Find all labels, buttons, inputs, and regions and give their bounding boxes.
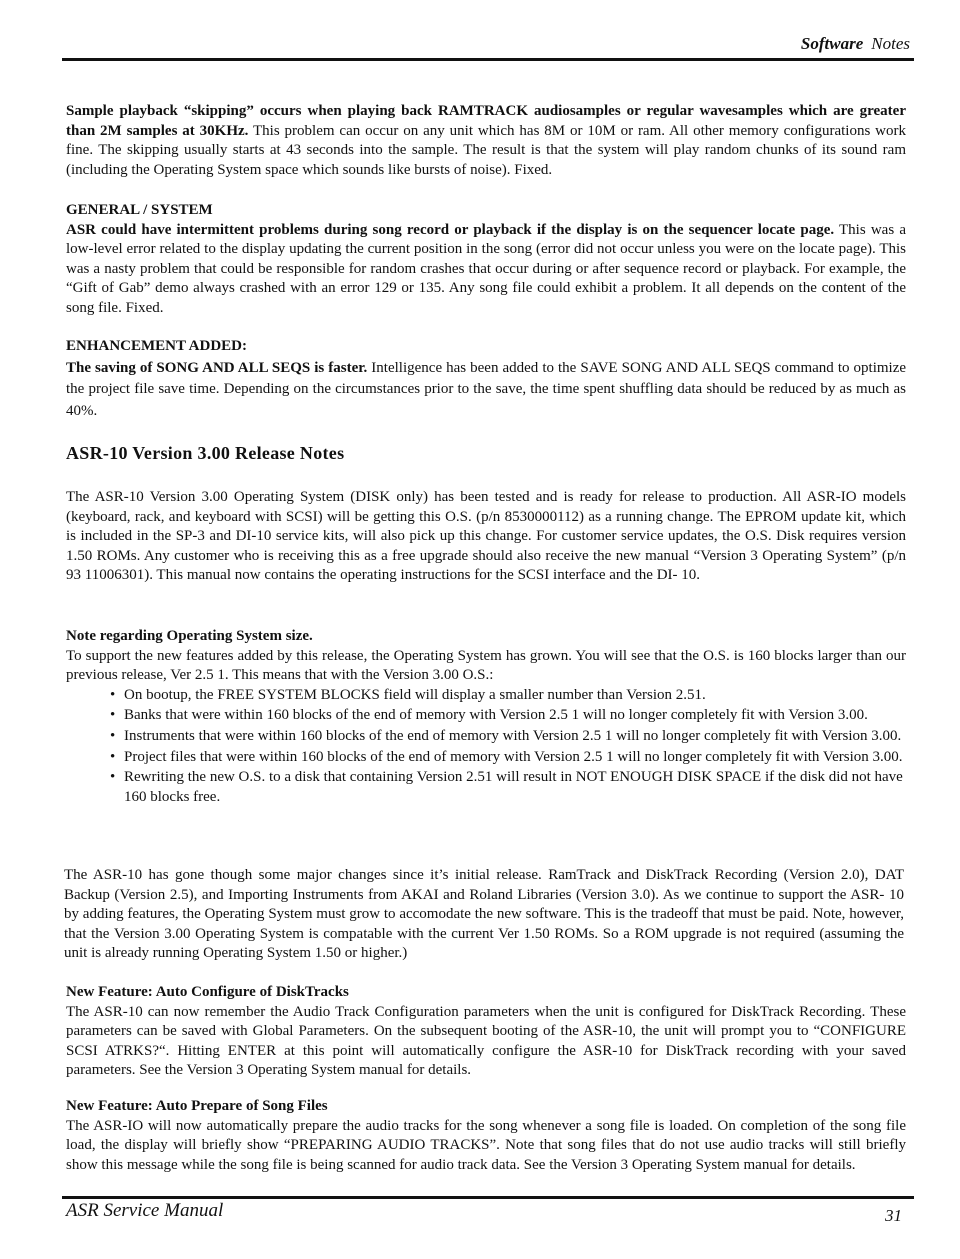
- major-changes-paragraph: The ASR-10 has gone though some major changes since it’s initial release. RamTrack and DiskTrack Recording (Version 2.0), DAT Backup (Version 2.5), and Importing Instruments from AKAI and Roland Libraries (Version 3.0). As we continue to support the ASR- 10 by adding features, the Operating System must grow to accomodate the new software. This is the tradeoff that must be paid. Note, however, that the Version 3.00 Operating System is compatable with the current Ver 1.50 ROMs. So a ROM upgrade is not required (assuming the unit is already running Operating System 1.50 or higher.): [64, 867, 904, 962]
- save-song-text: Intelligence has been added to the SAVE SONG AND ALL SEQS command to optimize the project file save time. Depending on the circumstances prior to the save, the time spent shuffling data should be reduced by as much as 40%.: [66, 359, 907, 419]
- os-size-text: To support the new features added by this release, the Operating System has grown. You will see that the O.S. is 160 blocks larger than our previous release, Ver 2.5 1. This means that with the Version 3.00 O.S.:: [66, 647, 906, 684]
- page-number: 31: [885, 1206, 902, 1225]
- running-header: [801, 34, 910, 54]
- list-item: • Project files that were within 160 blocks of the end of memory with Version 2.5 1 will no longer completely fit with Version 3.00.: [110, 748, 903, 765]
- general-system-section: [66, 201, 906, 319]
- fix-skipping-text: This problem can occur on any unit which has 8M or 10M or ram. All other memory configurations work fine. The skipping usually starts at 43 seconds into the sample. The result is that the system will play random chunks of its sound ram (including the Operating System space which sounds like bursts of noise). Fixed.: [66, 122, 906, 178]
- auto-prepare-text: The ASR-IO will now automatically prepare the audio tracks for the song whenever a song file is loaded. On completion of the song file load, the display will briefly show “PREPARING AUDIO TRACKS”. Note that song files that do not use audio tracks will still briefly show this message while the song file is being scanned for audio track data. See the Version 3 Operating System manual for details.: [66, 1117, 906, 1173]
- os-size-heading: Note regarding Operating System size.: [66, 628, 313, 644]
- os-size-bullets: [66, 686, 906, 808]
- auto-configure-section: [66, 983, 906, 1081]
- footer-manual-title: ASR Service Manual: [66, 1200, 224, 1221]
- enhancement-heading: ENHANCEMENT ADDED:: [66, 338, 247, 354]
- header-notes: Notes: [871, 34, 910, 53]
- auto-configure-text: The ASR-10 can now remember the Audio Track Configuration parameters when the unit is configured for DiskTrack Recording. These parameters can be saved with Global Parameters. On the subsequent booting of the ASR-10, the unit will prompt you to “CONFIGURE SCSI ATRKS?“. Hitting ENTER at this point will automatically configure the ASR-10 for DiskTrack recording with your saved parameters. See the Version 3 Operating System manual for details.: [66, 1003, 906, 1079]
- list-item: • Banks that were within 160 blocks of the end of memory with Version 2.5 1 will no longer completely fit with Version 3.00.: [110, 707, 868, 724]
- general-system-heading: GENERAL / SYSTEM: [66, 202, 213, 218]
- header-software: Software: [800, 34, 864, 53]
- auto-configure-heading: New Feature: Auto Configure of DiskTracks: [66, 984, 349, 1000]
- auto-prepare-section: [66, 1097, 906, 1175]
- auto-prepare-heading: New Feature: Auto Prepare of Song Files: [66, 1098, 328, 1114]
- display-bug-text: This was a low-level error related to the display updating the current position in the song (error did not occur unless you were on the locate page). This was a nasty problem that could be responsible for random crashes that occur during or after sequence record or playback. For example, the “Gift of Gab” demo always crashed with an error 129 or 135. Any song file could exhibit a problem. It all depends on the content of the song file. Fixed.: [66, 221, 907, 316]
- release-intro-paragraph: The ASR-10 Version 3.00 Operating System (DISK only) has been tested and is ready for release to production. All ASR-IO models (keyboard, rack, and keyboard with SCSI) will be getting this O.S. (p/n 8530000112) as a running change. The EPROM update kit, which is included in the SP-3 and DI-10 service kits, will also pick up this change. For customer service updates, the O.S. Disk requires version 1.50 ROMs. Any customer who is receiving this as a free upgrade should also receive the new manual “Version 3 Operating System” (p/n 93 11006301). This manual now contains the operating instructions for the SCSI interface and the DI- 10.: [66, 489, 906, 584]
- fix-skipping-paragraph: [66, 102, 906, 180]
- list-item: • Instruments that were within 160 blocks of the end of memory with Version 2.5 1 will no longer completely fit with Version 3.00.: [110, 727, 902, 744]
- display-bug-title: ASR could have intermittent problems during song record or playback if the display is on the sequencer locate page.: [66, 221, 835, 238]
- list-item: • On bootup, the FREE SYSTEM BLOCKS field will display a smaller number than Version 2.51.: [110, 686, 706, 703]
- save-song-title: The saving of SONG AND ALL SEQS is faster.: [66, 359, 368, 376]
- enhancement-section: [66, 336, 906, 422]
- footer-rule: [62, 1196, 914, 1199]
- header-rule: [62, 58, 914, 61]
- os-size-section: [66, 627, 906, 807]
- section-title: ASR-10 Version 3.00 Release Notes: [66, 443, 345, 463]
- fix-skipping-title: Sample playback “skipping” occurs when playing back RAMTRACK audiosamples or regular wavesamples which are greater than 2M samples at 30KHz.: [66, 103, 906, 139]
- list-item: • Rewriting the new O.S. to a disk that containing Version 2.51 will result in NOT ENOUGH DISK SPACE if the disk did not have 160 blocks free.: [110, 769, 903, 805]
